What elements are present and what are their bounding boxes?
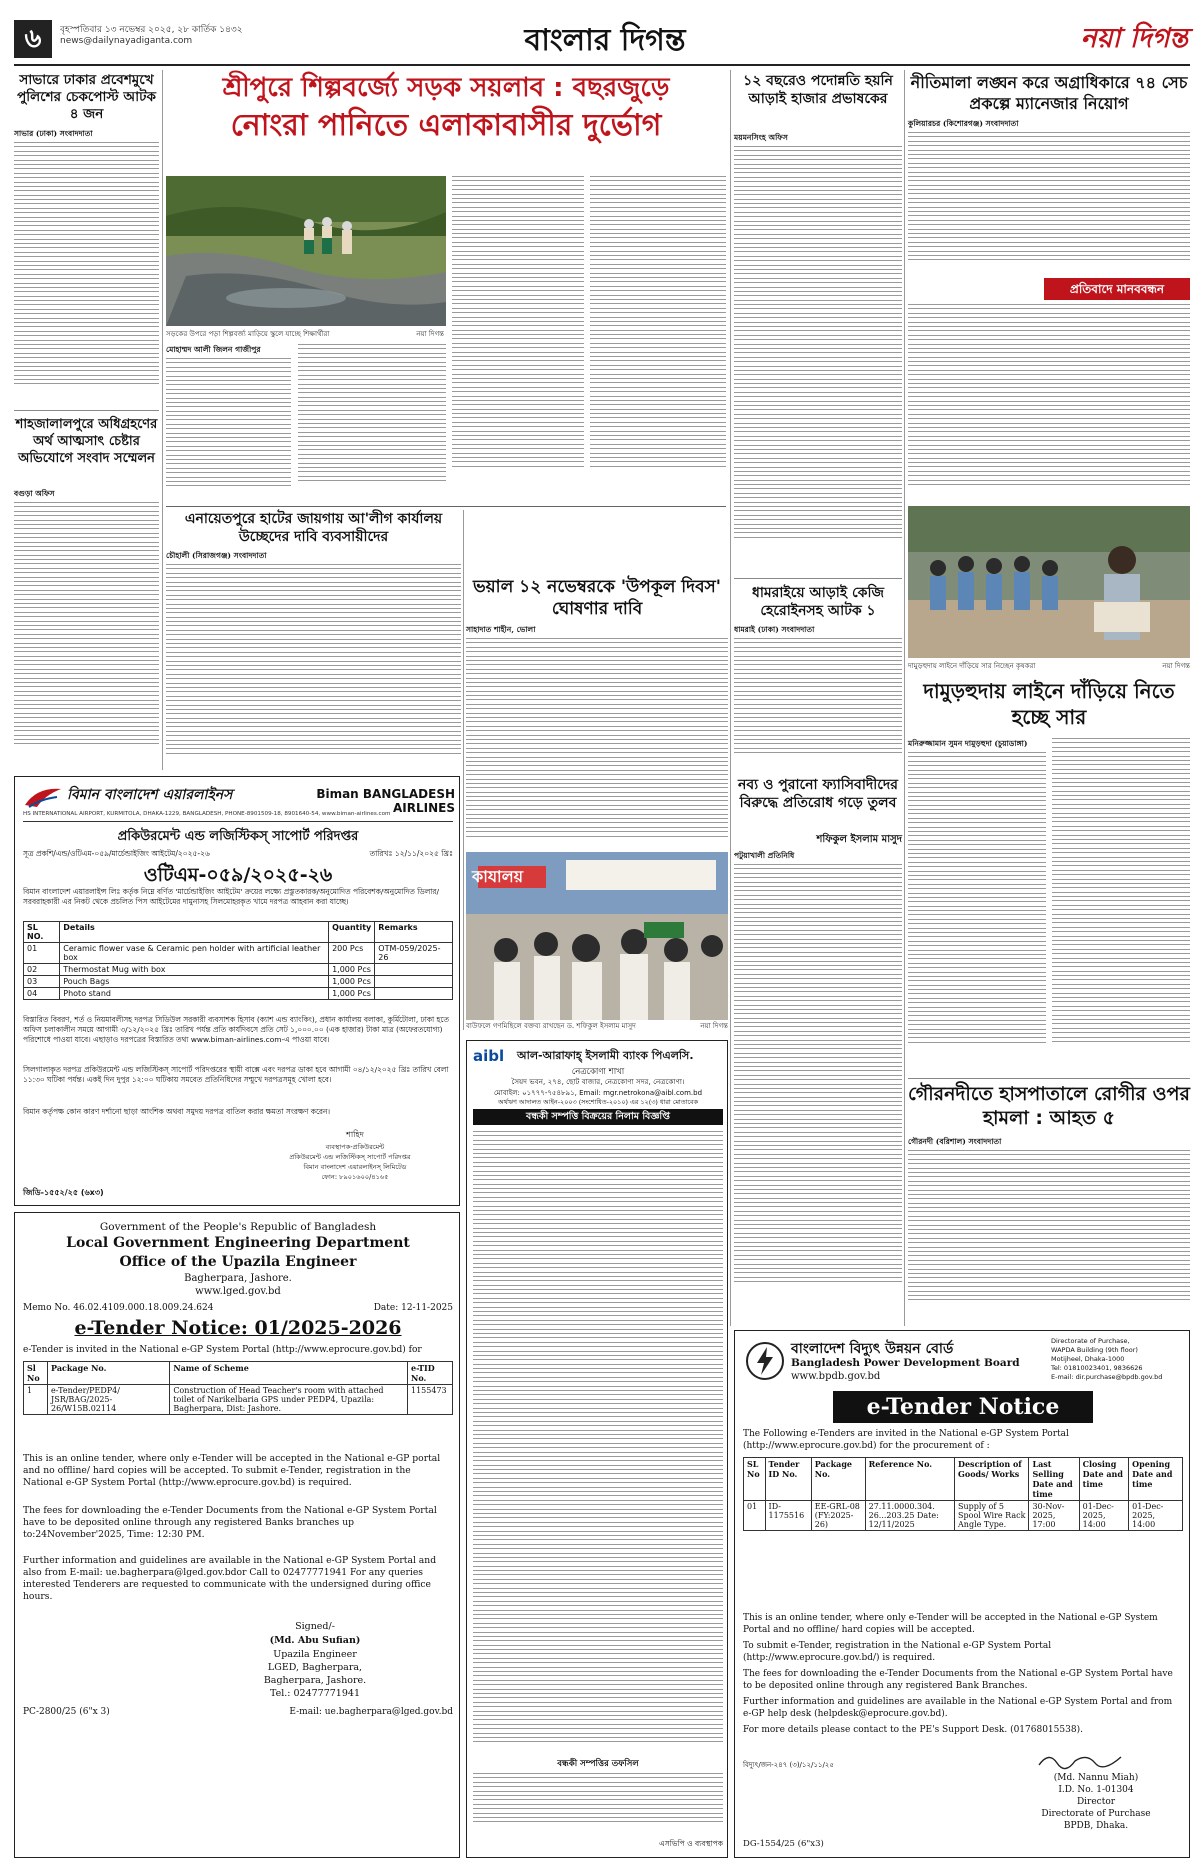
biman-table-row <box>24 976 453 988</box>
gournadi-byline: গৌরনদী (বরিশাল) সংবাদদাতা <box>908 1137 1002 1146</box>
biman-address: HS INTERNATIONAL AIRPORT, KURMITOLA, DHAKA-1229, BANGLADESH, PHONE-8901509-18, 8901640-54, www.biman-airlines.com <box>23 811 391 817</box>
brand-logo: নয়া দিগন্ত <box>1080 23 1188 54</box>
teachers-bottom-rule <box>734 578 902 579</box>
lged-place: Bagherpara, Jashore. <box>184 1273 292 1284</box>
fascism-subhead: শফিকুল ইসলাম মাসুদ <box>816 834 902 845</box>
biman-table-cell <box>375 964 453 976</box>
bpdb-logo-icon <box>745 1341 785 1381</box>
biman-table-col-header: SL NO. <box>24 922 60 943</box>
bpdb-table-cell: 30-Nov-2025, 17:00 <box>1029 1501 1079 1531</box>
biman-logo-icon <box>23 785 63 811</box>
biman-table-row <box>24 964 453 976</box>
damurhuda-photo <box>908 506 1190 658</box>
biman-table-cell: 01 <box>24 943 60 964</box>
lged-table-col-header: Sl No <box>24 1362 48 1385</box>
damurhuda-headline: দামুড়হুদায় লাইনে দাঁড়িয়ে নিতে হচ্ছে সার <box>923 679 1175 729</box>
bpdb-org-bn: বাংলাদেশ বিদ্যুৎ উন্নয়ন বোর্ড <box>791 1341 954 1357</box>
sreepur-body-col2 <box>298 344 446 498</box>
sreepur-headline-1: শ্রীপুরে শিল্পবর্জ্যে সড়ক সয়লাব : বছরজুড়ে <box>222 73 670 103</box>
biman-memo: সূত্র প্রকশি/এন্ড/ওটিএম-০৫৯/মার্চেন্ডাইজিং আইটেম/২০২৫-২৬ <box>23 849 210 858</box>
biman-rights: বিমান কর্তৃপক্ষ কোন কারণ দর্শানো ছাড়া আংশিক অথবা সমুদয় দরপত্র বাতিল করার ক্ষমতা সংরক্ষণ করেন। <box>23 1107 331 1116</box>
lged-sign-name: (Md. Abu Sufian) <box>269 1635 361 1646</box>
page-number-badge: ৬ <box>14 20 52 58</box>
enayetpur-headline: এনায়েতপুরে হাটের জায়গায় আ'লীগ কার্যালয় উচ্ছেদের দাবি ব্যবসায়ীদের <box>184 511 443 545</box>
bpdb-table-col-header: Description of Goods/ Works <box>955 1458 1029 1501</box>
biman-sign-title-3: বিমান বাংলাদেশ এয়ারলাইনস্ লিমিটেড <box>303 1163 407 1171</box>
bpdb-table-cell: 27.11.0000.304. 26...203.25 Date: 12/11/2025 <box>865 1501 954 1531</box>
gournadi-headline: গৌরনদীতে হাসপাতালে রোগীর ওপর হামলা : আহত ৫ <box>908 1083 1190 1129</box>
fascism-photo-credit: নয়া দিগন্ত <box>700 1022 728 1030</box>
savar-body <box>14 142 159 404</box>
lged-table-col-header: Name of Scheme <box>170 1362 408 1385</box>
bpdb-dir-tel: Tel: 01810023401, 9836626 <box>1051 1364 1143 1372</box>
dhamrai-body <box>734 638 902 768</box>
biman-tender-no: ওটিএম-০৫৯/২০২৫-২৬ <box>143 864 333 886</box>
savar-byline: সাভার (ঢাকা) সংবাদদাতা <box>14 129 93 138</box>
damurhuda-photo-caption: দামুড়হুদায় লাইনে দাঁড়িয়ে সার নিচ্ছেন কৃষকরা <box>908 662 1036 670</box>
biman-sign-name: শাহিদ <box>346 1130 364 1139</box>
biman-submission: সিলগালাকৃত দরপত্র প্রকিউরমেন্ট এন্ড লজিস্টিকস্ সাপোর্ট পরিদপ্তরের স্থায়ী বাক্সে এবং দরপত্র ডাকা হবে আগামী ০৪/১২/২০২৫ খ্রিঃ তারিখ বেলা ১১:৩০ ঘটিকা পর্যন্ত। একই দিন দুপুর ১২:০০ ঘটিকায় সমবেত প্রতিনিধিদের সম্মুখে দরপত্রসমূহ খোলা হবে। <box>23 1065 449 1084</box>
protest-tag: প্রতিবাদে মানববন্ধন <box>1044 278 1190 300</box>
damurhuda-body-1 <box>908 752 1046 1074</box>
lged-gov: Government of the People's Republic of Bangladesh <box>99 1221 377 1233</box>
bpdb-table-row <box>744 1501 1183 1531</box>
biman-table-row <box>24 988 453 1000</box>
sreepur-photo-credit: নয়া দিগন্ত <box>416 330 444 338</box>
bpdb-table-cell: ID-1175516 <box>765 1501 811 1531</box>
lged-office: Office of the Upazila Engineer <box>119 1254 357 1270</box>
bpdb-web: www.bpdb.gov.bd <box>791 1371 881 1382</box>
kurigram-headline: নীতিমালা লঙ্ঘন করে অগ্রাধিকারে ৭৪ সেচ প্রকল্পে ম্যানেজার নিয়োগ <box>910 73 1188 113</box>
lged-email: E-mail: ue.bagherpara@lged.gov.bd <box>289 1707 453 1717</box>
photo-office-label: কাযালয় <box>472 867 524 886</box>
lged-table-row <box>24 1385 453 1415</box>
sreepur-photo-caption: সড়কের উপরে পড়া শিল্পবর্জ্য মাড়িয়ে স্কুলে যাচ্ছে শিক্ষার্থীরা <box>166 330 330 338</box>
sreepur-byline: মোহাম্মদ আলী জিলন গাজীপুর <box>166 345 261 354</box>
kurigram-body-1 <box>908 132 1190 278</box>
bpdb-table-col-header: SL No <box>744 1458 766 1501</box>
shahjalal-headline: শাহজালালপুরে অধিগ্রহণের অর্থ আত্মসাৎ চেষ্টার অভিযোগে সংবাদ সম্মেলন <box>15 417 158 466</box>
bpdb-dir-title: Directorate of Purchase, <box>1051 1337 1130 1345</box>
bpdb-p5: For more details please contact to the PE's Support Desk. (01768015538). <box>743 1725 1083 1735</box>
bpdb-table-col-header: Tender ID No. <box>765 1458 811 1501</box>
bhola-headline: ভয়াল ১২ নভেম্বরকে 'উপকূল দিবস' ঘোষণার দাবি <box>472 577 721 619</box>
biman-table-cell <box>375 988 453 1000</box>
lged-table-cell: e-Tender/PEDP4/ JSR/BAG/2025-26/W15B.02114 <box>48 1385 170 1415</box>
bpdb-memo: বিদ্যুৎ/জন-২৪৭ (৩)/১২/১১/২৫ <box>743 1761 834 1769</box>
biman-sign-title-1: ব্যবস্থাপক-প্রকিউরমেন্ট <box>325 1143 385 1151</box>
lged-table-cell: Construction of Head Teacher's room with attached toilet of Narikelbaria GPS under PEDP4, Upazila: Bagherpara, Dist: Jashore. <box>170 1385 408 1415</box>
damurhuda-bottom-rule <box>908 1078 1190 1079</box>
damurhuda-body-2 <box>1052 738 1190 1074</box>
bank-name: আল-আরাফাহ্ ইসলামী ব্যাংক পিএলসি. <box>517 1049 694 1062</box>
col1-divider <box>14 410 159 411</box>
teachers-byline: ময়মনসিংহ অফিস <box>734 133 788 142</box>
bpdb-ref: DG-1554/25 (6"x3) <box>743 1839 824 1849</box>
biman-table-cell <box>375 976 453 988</box>
masthead-rule <box>14 64 1190 66</box>
bpdb-dir-bld: WAPDA Building (9th floor) <box>1051 1346 1138 1354</box>
kurigram-byline: কুলিয়ারচর (কিশোরগঞ্জ) সংবাদদাতা <box>908 119 1019 128</box>
bpdb-signature-icon <box>1035 1749 1125 1771</box>
bpdb-table-cell: 01 <box>744 1501 766 1531</box>
biman-table <box>23 921 453 1000</box>
date-line: বৃহস্পতিবার ১৩ নভেম্বর ২০২৫, ২৮ কার্তিক ১৪৩২ <box>60 25 243 35</box>
savar-headline: সাভারে ঢাকার প্রবেশমুখে পুলিশের চেকপোস্ট আটক ৪ জন <box>17 72 156 122</box>
biman-table-cell: 1,000 Pcs <box>329 976 375 988</box>
bank-footer-title: বন্ধকী সম্পত্তির তফসিল <box>557 1759 639 1769</box>
bpdb-table-col-header: Reference No. <box>865 1458 954 1501</box>
teachers-headline: ১২ বছরেও পদোন্নতি হয়নি আড়াই হাজার প্রভাষকের <box>743 73 893 107</box>
bpdb-table-cell: 01-Dec-2025, 14:00 <box>1129 1501 1183 1531</box>
biman-table-row <box>24 943 453 964</box>
biman-date: তারিখঃ ১২/১১/২০২৫ খ্রিঃ <box>369 849 453 858</box>
bpdb-p4: Further information and guidelines are available in the National e-GP System Portal and from e-GP help desk (helpdesk@eprocure.gov.bd). <box>743 1697 1173 1719</box>
enayetpur-body <box>166 564 461 764</box>
bank-act: অর্থঋণ আদালত আইন-২০০৩ (সংশোধিত-২০১০) এর ১২(৩) ধারা মোতাবেক <box>498 1098 698 1106</box>
bpdb-p3: The fees for downloading the e-Tender Documents from the National e-GP System Portal have to be deposited online through any registered Bank Branches. <box>743 1669 1173 1691</box>
section-title: বাংলার দিগন্ত <box>524 23 686 58</box>
bpdb-table-col-header: Last Selling Date and time <box>1029 1458 1079 1501</box>
column-rule-1 <box>162 70 163 770</box>
fascism-photo-caption: বাউফলে গণমিছিলে বক্তব্য রাখছেন ড. শফিকুল ইসলাম মাসুদ <box>466 1022 636 1030</box>
biman-table-cell: 03 <box>24 976 60 988</box>
biman-table-cell: Ceramic flower vase & Ceramic pen holder with artificial leather box <box>60 943 329 964</box>
bpdb-p1: This is an online tender, where only e-Tender will be accepted in the National e-GP System Portal and no offline/ hard copies will be accepted. <box>743 1613 1158 1635</box>
kurigram-body-2 <box>908 304 1190 500</box>
lged-table-cell: 1155473 <box>408 1385 453 1415</box>
lged-web: www.lged.gov.bd <box>195 1286 281 1297</box>
column-rule-2 <box>730 70 731 1326</box>
biman-intro: বিমান বাংলাদেশ এয়ারলাইন্স লিঃ কর্তৃক নিম্নে বর্ণিত 'মার্চেন্ডাইজিং আইটেম' ক্রয়ের লক্ষ্যে প্রস্তুতকারক/অনুমোদিত পরিবেশক/অনুমোদিত ডিলার/সরবরাহকারী এর নিকট থেকে প্রচলিত পিস আইটেমের দামুনাসহ সিলমোহরকৃত খামে দরপত্র আহবান করা যাচ্ছে। <box>23 887 439 906</box>
bpdb-dir-addr: Motijheel, Dhaka-1000 <box>1051 1355 1125 1363</box>
lged-p1: This is an online tender, where only e-Tender will be accepted in the National e-GP portal and no offline/ hard copies will be accepted. To submit e-Tender, registration in the National e-GP System Portal (http://www.eprocure.gov.bd) is required. <box>23 1453 441 1488</box>
bpdb-sign-org: BPDB, Dhaka. <box>1063 1821 1129 1831</box>
lged-sign-place-2: Bagherpara, Jashore. <box>263 1675 367 1686</box>
fascism-body <box>734 864 902 1322</box>
biman-title: প্রকিউরমেন্ট এন্ড লজিস্টিকস্ সাপোর্ট পরিদপ্তর <box>117 829 359 844</box>
biman-divider <box>23 821 453 822</box>
lged-p3: Further information and guidelines are available in the National e-GP System Portal and also from E-mail: ue.bagherpara@lged.gov.bdor Call to 02477771941 For any queries interested Tenderers are requested to communicate with the undersigned during office hours. <box>23 1555 437 1602</box>
bpdb-sign-id: I.D. No. 1-01304 <box>1058 1785 1134 1795</box>
bpdb-table-cell: EE-GRL-08 (FY:2025-26) <box>811 1501 865 1531</box>
sreepur-body-col1 <box>166 358 291 498</box>
biman-sign-phone: ফোন: ৮৯০১৬০০/৪১৬৫ <box>321 1173 389 1181</box>
fascism-headline: নব্য ও পুরানো ফ্যাসিবাদীদের বিরুদ্ধে প্রতিরোধ গড়ে তুলব <box>738 777 898 811</box>
biman-table-cell: 02 <box>24 964 60 976</box>
sreepur-bottom-rule <box>166 506 726 507</box>
bhola-body <box>466 638 728 848</box>
lged-table-cell: 1 <box>24 1385 48 1415</box>
bpdb-dir-email: E-mail: dir.purchase@bpdb.gov.bd <box>1051 1373 1163 1381</box>
sreepur-headline-2: নোংরা পানিতে এলাকাবাসীর দুর্ভোগ <box>230 108 662 143</box>
teachers-body <box>734 146 902 576</box>
biman-table-cell: Thermostat Mug with box <box>60 964 329 976</box>
fascism-photo <box>466 852 728 1020</box>
lged-sign-title: Upazila Engineer <box>273 1649 357 1660</box>
lged-dept: Local Government Engineering Department <box>66 1235 410 1251</box>
bank-branch: নেত্রকোণা শাখা <box>571 1067 625 1077</box>
bpdb-p2: To submit e-Tender, registration in the National e-GP System Portal (http://www.eprocure.gov.bd/) is required. <box>743 1641 1052 1663</box>
bpdb-title: e-Tender Notice <box>833 1391 1093 1423</box>
column-rule-4 <box>463 510 464 1030</box>
biman-table-cell: OTM-059/2025-26 <box>375 943 453 964</box>
lged-signed: Signed/- <box>295 1621 335 1632</box>
lged-date: Date: 12-11-2025 <box>373 1303 453 1313</box>
biman-table-cell: Photo stand <box>60 988 329 1000</box>
damurhuda-photo-credit: নয়া দিগন্ত <box>1162 662 1190 670</box>
biman-table-col-header: Details <box>60 922 329 943</box>
bpdb-table <box>743 1457 1183 1531</box>
biman-table-cell: 1,000 Pcs <box>329 988 375 1000</box>
bank-ad <box>466 1040 728 1858</box>
lged-ref: PC-2800/25 (6"x 3) <box>23 1707 110 1717</box>
lged-title: e-Tender Notice: 01/2025-2026 <box>74 1317 402 1339</box>
sreepur-body-col3 <box>452 176 584 498</box>
bpdb-table-col-header: Opening Date and time <box>1129 1458 1183 1501</box>
biman-table-cell: Pouch Bags <box>60 976 329 988</box>
bank-address: সৈয়দ ভবন, ২৭৪, ছোট বাজার, নেত্রকোণা সদর, নেত্রকোণা। <box>511 1077 685 1086</box>
bhola-byline: সাহাদাত শাহীন, ভোলা <box>466 625 536 634</box>
biman-table-cell: 200 Pcs <box>329 943 375 964</box>
bpdb-table-col-header: Package No. <box>811 1458 865 1501</box>
biman-ad <box>14 776 460 1206</box>
shahjalal-body <box>14 502 159 764</box>
bpdb-sign-title: Director <box>1076 1797 1116 1807</box>
bpdb-sign-name: (Md. Nannu Miah) <box>1053 1773 1139 1783</box>
bpdb-table-cell: Supply of 5 Spool Wire Rack Angle Type. <box>955 1501 1029 1531</box>
lged-table <box>23 1361 453 1415</box>
biman-table-col-header: Remarks <box>375 922 453 943</box>
bank-footer-body <box>473 1773 723 1833</box>
lged-ad <box>14 1212 460 1858</box>
biman-table-cell: 04 <box>24 988 60 1000</box>
bpdb-ad <box>734 1330 1190 1858</box>
bank-body <box>473 1131 723 1751</box>
bank-sign: এসভিপি ও ব্যবস্থাপক <box>659 1839 723 1848</box>
sreepur-photo <box>166 176 446 326</box>
bank-title: বন্ধকী সম্পত্তি বিক্রয়ের নিলাম বিজ্ঞপ্তি <box>473 1109 723 1125</box>
lged-table-col-header: e-TID No. <box>408 1362 453 1385</box>
lged-memo: Memo No. 46.02.4109.000.18.009.24.624 <box>23 1303 214 1313</box>
biman-table-cell: 1,000 Pcs <box>329 964 375 976</box>
enayetpur-byline: চৌহালী (সিরাজগঞ্জ) সংবাদদাতা <box>166 551 267 560</box>
damurhuda-byline: মনিরুজ্জামান সুমন দামুড়হুদা (চুয়াডাঙ্গা) <box>908 739 1028 748</box>
dhamrai-headline: ধামরাইয়ে আড়াই কেজি হেরোইনসহ আটক ১ <box>751 585 884 619</box>
biman-brand-en: Biman BANGLADESH AIRLINES <box>316 787 455 815</box>
biman-table-col-header: Quantity <box>329 922 375 943</box>
biman-ref: জিডি-১৫৫২/২৫ (৬x৩) <box>23 1188 104 1197</box>
sreepur-body-col4 <box>590 176 726 498</box>
email-line: news@dailynayadiganta.com <box>60 36 193 46</box>
bpdb-intro: The Following e-Tenders are invited in the National e-GP System Portal (http://www.eprocure.gov.bd) for the procurement of : <box>743 1429 1069 1451</box>
column-rule-3 <box>904 70 905 1326</box>
fascism-byline: পটুয়াখালী প্রতিনিধি <box>734 851 795 860</box>
bpdb-org-en: Bangladesh Power Development Board <box>791 1357 1020 1369</box>
bpdb-table-cell: 01-Dec-2025, 14:00 <box>1079 1501 1129 1531</box>
biman-details: বিস্তারিত বিবরণ, শর্ত ও নিয়মাবলীসহ দরপত্র সিডিউল সরকারী ব্যবসাশক হিসাব (ক্যাশ এন্ড ব্যাংকিং), প্রধান কার্যালয় বলাকা, কুর্মিটোলা, ঢাকা হতে অফিস চলাকালীন সময়ে আগামী ৩/১২/২০২৫ খ্রিঃ তারিখ পর্যন্ত প্রতি কার্যদিবসে প্রতি সেট ১,০০০.০০ (এক হাজার) টাকা মাত্র (অফেরতযোগ্য) পরিশোধে পাওয়া যাবে। এছাড়াও দরপত্রের বিস্তারিত তথ্য www.biman-airlines.com-এ পাওয়া যাবে। <box>23 1015 449 1044</box>
bpdb-sign-dir: Directorate of Purchase <box>1041 1809 1151 1819</box>
lged-intro: e-Tender is invited in the National e-GP System Portal (http://www.eprocure.gov.bd) for <box>23 1345 422 1355</box>
bank-contact: মোবাইল: ০১৭৭৭-৭৫৪৮৯১, Email: mgr.netrokona@aibl.com.bd <box>493 1089 703 1097</box>
bpdb-table-col-header: Closing Date and time <box>1079 1458 1129 1501</box>
bank-logo-icon: aibl <box>473 1047 505 1065</box>
lged-sign-tel: Tel.: 02477771941 <box>270 1688 360 1699</box>
lged-sign-place-1: LGED, Bagherpara, <box>267 1662 363 1673</box>
shahjalal-byline: বগুড়া অফিস <box>14 489 55 498</box>
gournadi-body <box>908 1150 1190 1316</box>
dhamrai-byline: ধামরাই (ঢাকা) সংবাদদাতা <box>734 625 815 634</box>
lged-table-col-header: Package No. <box>48 1362 170 1385</box>
biman-brand-bn: বিমান বাংলাদেশ এয়ারলাইনস <box>67 787 233 803</box>
biman-sign-title-2: প্রকিউরমেন্ট এন্ড লজিস্টিকস্ সাপোর্ট পরিদপ্তর <box>289 1153 411 1161</box>
lged-p2: The fees for downloading the e-Tender Documents from the National e-GP System Portal have to be deposited online through any registered Banks branches up to:24November'2025, Time: 12:30 PM. <box>23 1505 437 1540</box>
